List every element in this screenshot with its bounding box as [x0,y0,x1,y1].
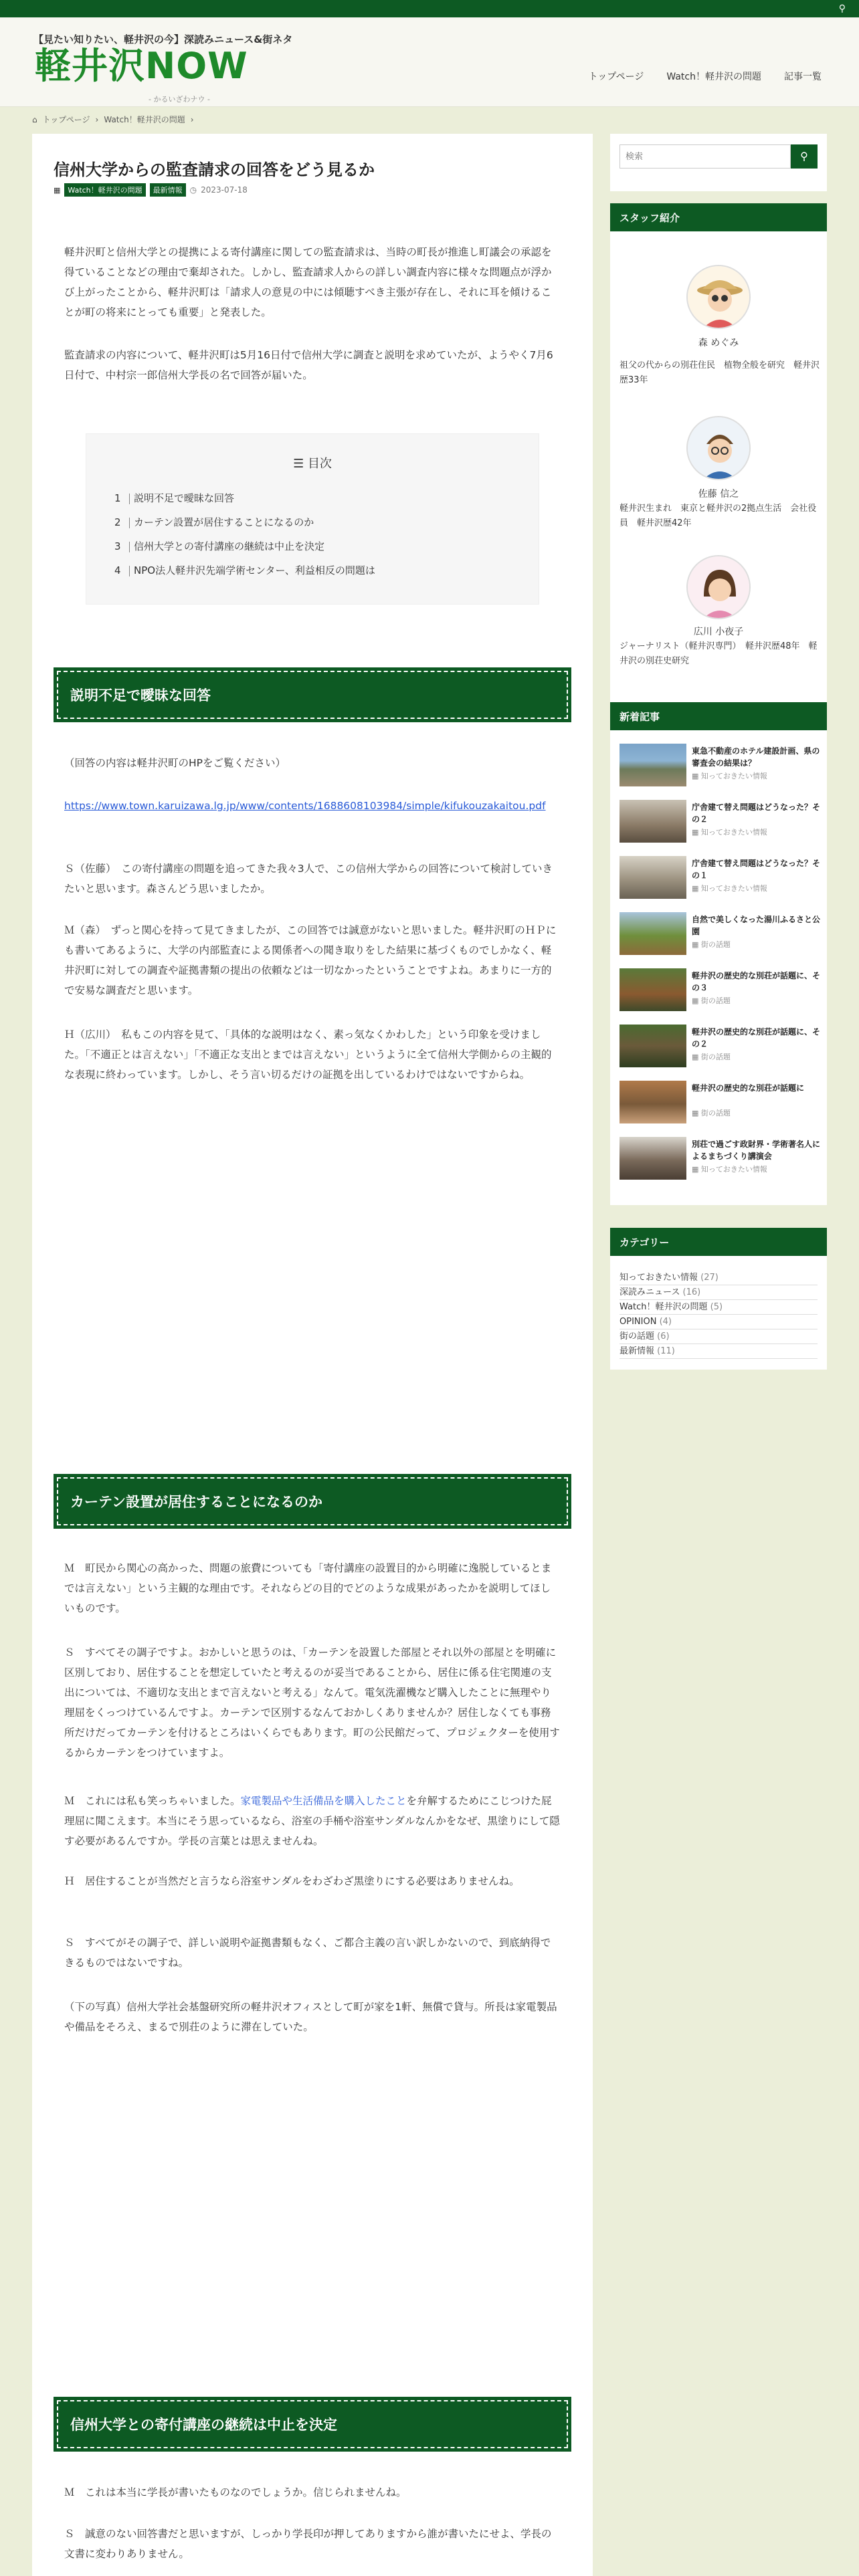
news-item[interactable]: 軽井沢の歴史的な別荘が話題に、その３ ▦ 街の話題 [619,968,820,1016]
intro-paragraph-2: 監査請求の内容について、軽井沢町は5月16日付で信州大学に調査と説明を求めていたが、ようやく7月6日付で、中村宗一郎信州大学長の名で回答が届いた。 [64,349,553,381]
tag-latest[interactable]: 最新情報 [150,183,186,197]
search-button[interactable] [791,144,818,169]
top-bar [0,0,859,17]
news-item[interactable]: 軽井沢の歴史的な別荘が話題に ▦ 街の話題 [619,1081,820,1129]
staff-desc-3: ジャーナリスト（軽井沢専門） 軽井沢歴48年 軽井沢の別荘史研究 [619,641,818,666]
search-icon[interactable]: ⚲ [838,3,846,14]
search-icon: ⚲ [800,151,808,163]
staff-widget [610,203,827,765]
news-item[interactable]: 東急不動産のホテル建設計画、県の審査会の結果は？ ▦ 知っておきたい情報 [619,744,820,792]
news-category: ▦ 知っておきたい情報 [692,828,767,837]
highlight-text: 家電製品や生活備品を購入したこと [240,1795,407,1807]
news-thumbnail[interactable] [619,856,686,899]
s1-paragraph-1: （回答の内容は軽井沢町のHPをご覧ください） [64,757,286,769]
news-item[interactable]: 別荘で過ごす政財界・学術著名人によるまちづくり講演会 ▦ 知っておきたい情報 [619,1137,820,1185]
news-thumbnail[interactable] [619,912,686,955]
toc-item[interactable]: 1 説明不足で曖昧な回答 [114,492,235,504]
tag-watch[interactable]: Watch！軽井沢の問題 [64,183,145,197]
category-list [619,1271,818,1359]
category-item[interactable]: 知っておきたい情報 (27) [619,1271,818,1285]
s1-paragraph-4: Ｈ（広川） 私もこの内容を見て、「具体的な説明はなく、素っ気なくかわした」という印象を受けました。「不適正とは言えない」「不適正な支出とまでは言えない」というように全て信州大学側からの主観的な表現に終わっています。しかし、そう言い切るだけの証拠を出しているわけではないですからね。 [64,1029,552,1081]
folder-icon: ▦ [692,884,699,893]
news-category: ▦ 知っておきたい情報 [692,884,767,893]
news-category: ▦ 街の話題 [692,996,731,1005]
list-icon: ☰ [293,457,304,471]
category-item[interactable]: 深読みニュース (16) [619,1285,818,1300]
folder-icon: ▦ [692,996,699,1005]
news-category: ▦ 街の話題 [692,1109,731,1117]
search-input[interactable] [619,144,791,169]
s2-paragraph-4: Ｈ 居住することが当然だと言うなら浴室サンダルをわざわざ黒塗りにする必要はありませんね。 [64,1875,520,1887]
section-heading-1: 説明不足で曖昧な回答 [54,667,571,722]
folder-icon: ▦ [692,828,699,837]
news-item[interactable]: 庁舎建て替え問題はどうなった？その１ ▦ 知っておきたい情報 [619,856,820,904]
table-of-contents [86,433,539,605]
staff-name-2: 佐藤 信之 [698,489,739,500]
intro-paragraph-1: 軽井沢町と信州大学との提携による寄付講座に関しての監査請求は、当時の町長が推進し町議会の承認を得ていることなどの理由で棄却された。しかし、監査請求人からの詳しい調査内容に様々な問題点が浮かび上がったことから、軽井沢町は「請求人の意見の中には傾聴すべき主張が存在し、それに耳を傾けることが町の将来にとっても重要」と発表した。 [64,246,552,318]
category-item[interactable]: Watch！軽井沢の問題 (5) [619,1300,818,1315]
toc-item[interactable]: 3 信州大学との寄付講座の継続は中止を決定 [114,540,325,552]
category-item[interactable]: 最新情報 (11) [619,1344,818,1359]
s1-link-paragraph [64,796,561,816]
s2-paragraph-3: Ｍ これには私も笑っちゃいました。家電製品や生活備品を購入したことを弁解するためにこじつけた屁理屈に聞こえます。本当にそう思っているなら、浴室の手桶や浴室サンダルなんかをなぜ、黒塗りにして隠す必要があるんですか。学長の言葉とは思えませんね。 [64,1795,560,1847]
clock-icon: ◷ [189,185,197,195]
nav-articles[interactable]: 記事一覧 [784,72,822,82]
folder-icon: ▦ [54,185,61,195]
news-category: ▦ 知っておきたい情報 [692,772,767,780]
folder-icon: ▦ [692,1165,699,1174]
section-heading-3: 信州大学との寄付講座の継続は中止を決定 [54,2397,571,2452]
news-category: ▦ 街の話題 [692,1053,731,1061]
chevron-right-icon: › [95,114,99,124]
staff-name-1: 森 めぐみ [698,338,739,348]
s2-paragraph-2: Ｓ すべてその調子ですよ。おかしいと思うのは、「カーテンを設置した部屋とそれ以外の部屋とを明確に区別しており、居住することを想定していたと考えるのが妥当であることから、居住に係る住宅関連の支出については、不適切な支出とまで言えないと考える」なんて。電気洗濯機など購入したことに無理やり理屈をくっつけているんですよ。カーテンで区別するなんておかしくありませんか？居住しなくても事務所だけだってカーテンを付けるところはいくらでもあります。町の公民館だって、プロジェクターを使用するからカーテンをつけていますよ。 [64,1646,560,1759]
toc-item[interactable]: 2 カーテン設置が居住することになるのか [114,516,314,528]
news-item[interactable]: 軽井沢の歴史的な別荘が話題に、その２ ▦ 街の話題 [619,1025,820,1073]
news-category: ▦ 街の話題 [692,940,731,949]
s3-paragraph-2: Ｓ 誠意のない回答書だと思いますが、しっかり学長印が押してありますから誰が書いたにせよ、学長の文書に変わりありません。 [64,2528,552,2560]
s1-paragraph-3: Ｍ（森） ずっと関心を持って見てきましたが、この回答では誠意がないと思いました。軽井沢町のＨＰにも書いてあるように、大学の内部監査による関係者への聞き取りをした結果に基づくものでしかなく、軽井沢町に対しての調査や証拠書類の提出の依頼などは一切なかったということですよね。あまりに一方的で安易な調査だと思います。 [64,924,557,996]
new-posts-heading: 新着記事 [610,702,827,730]
home-icon: ⌂ [32,114,37,124]
news-thumbnail[interactable] [619,800,686,843]
breadcrumb [32,114,194,125]
news-category: ▦ 知っておきたい情報 [692,1165,767,1174]
avatar-sato [686,416,751,480]
folder-icon: ▦ [692,772,699,780]
news-thumbnail[interactable] [619,1081,686,1123]
s2-paragraph-6: （下の写真）信州大学社会基盤研究所の軽井沢オフィスとして町が家を1軒、無償で貸与。所長は家電製品や備品をそろえ、まるで別荘のように滞在していた。 [64,2001,557,2033]
article-date: 2023-07-18 [201,185,248,195]
nav-watch[interactable]: Watch！軽井沢の問題 [666,72,761,82]
news-thumbnail[interactable] [619,1025,686,1067]
category-item[interactable]: 街の話題 (6) [619,1329,818,1344]
site-tagline: 【見たい知りたい、軽井沢の今】深読みニュース&街ネタ [33,33,293,45]
staff-desc-1: 祖父の代からの別荘住民 植物全般を研究 軽井沢歴33年 [619,360,820,385]
s3-paragraph-1: Ｍ これは本当に学長が書いたものなのでしょうか。信じられませんね。 [64,2486,407,2498]
folder-icon: ▦ [692,1109,699,1117]
s2-paragraph-1: Ｍ 町民から関心の高かった、問題の旅費についても「寄付講座の設置目的から明確に逸脱しているとまでは言えない」という主観的な理由です。それならどの目的でどのような成果があったかを説明してほしいものです。 [64,1562,552,1614]
folder-icon: ▦ [692,940,699,949]
folder-icon: ▦ [692,1053,699,1061]
news-thumbnail[interactable] [619,1137,686,1180]
avatar-mori [686,265,751,329]
staff-name-3: 広川 小夜子 [693,627,744,637]
chevron-right-icon: › [190,114,194,124]
pdf-link[interactable]: https://www.town.karuizawa.lg.jp/www/contents/1688608103984/simple/kifukouzakaitou.pdf [64,800,546,812]
nav-top[interactable]: トップページ [588,72,644,82]
category-item[interactable]: OPINION (4) [619,1315,818,1329]
news-thumbnail[interactable] [619,744,686,786]
s1-paragraph-2: Ｓ（佐藤） この寄付講座の問題を追ってきた我々3人で、この信州大学からの回答について検討していきたいと思います。森さんどう思いましたか。 [64,863,553,895]
site-header [0,17,859,107]
article-title: 信州大学からの監査請求の回答をどう見るか [54,160,375,179]
s2-paragraph-5: Ｓ すべてがその調子で、詳しい説明や証拠書類もなく、ご都合主義の言い訳しかないので、到底納得できるものではないですね。 [64,1937,551,1969]
new-posts-widget [610,702,827,1205]
avatar-hirokawa [686,555,751,619]
section-heading-2: カーテン設置が居住することになるのか [54,1474,571,1529]
search-widget [610,134,827,191]
logo-subtitle: - かるいざわナウ - [149,95,210,104]
category-heading: カテゴリー [610,1228,827,1256]
category-widget [610,1228,827,1370]
breadcrumb-home[interactable]: トップページ [42,115,90,124]
news-thumbnail[interactable] [619,968,686,1011]
toc-item[interactable]: 4 NPO法人軽井沢先端学術センター、利益相反の問題は [114,564,375,576]
breadcrumb-category[interactable]: Watch！軽井沢の問題 [104,115,185,124]
global-nav [589,70,822,83]
site-logo[interactable]: 軽井沢NOW [35,45,248,87]
news-item[interactable]: 庁舎建て替え問題はどうなった？その２ ▦ 知っておきたい情報 [619,800,820,848]
staff-desc-2: 軽井沢生まれ 東京と軽井沢の2拠点生活 会社役員 軽井沢歴42年 [619,504,817,528]
staff-heading: スタッフ紹介 [610,203,827,231]
article-meta [54,183,248,197]
toc-title: ☰ 目次 [293,457,332,471]
news-item[interactable]: 自然で美しくなった湯川ふるさと公園 ▦ 街の話題 [619,912,820,960]
article-main [32,134,593,2576]
